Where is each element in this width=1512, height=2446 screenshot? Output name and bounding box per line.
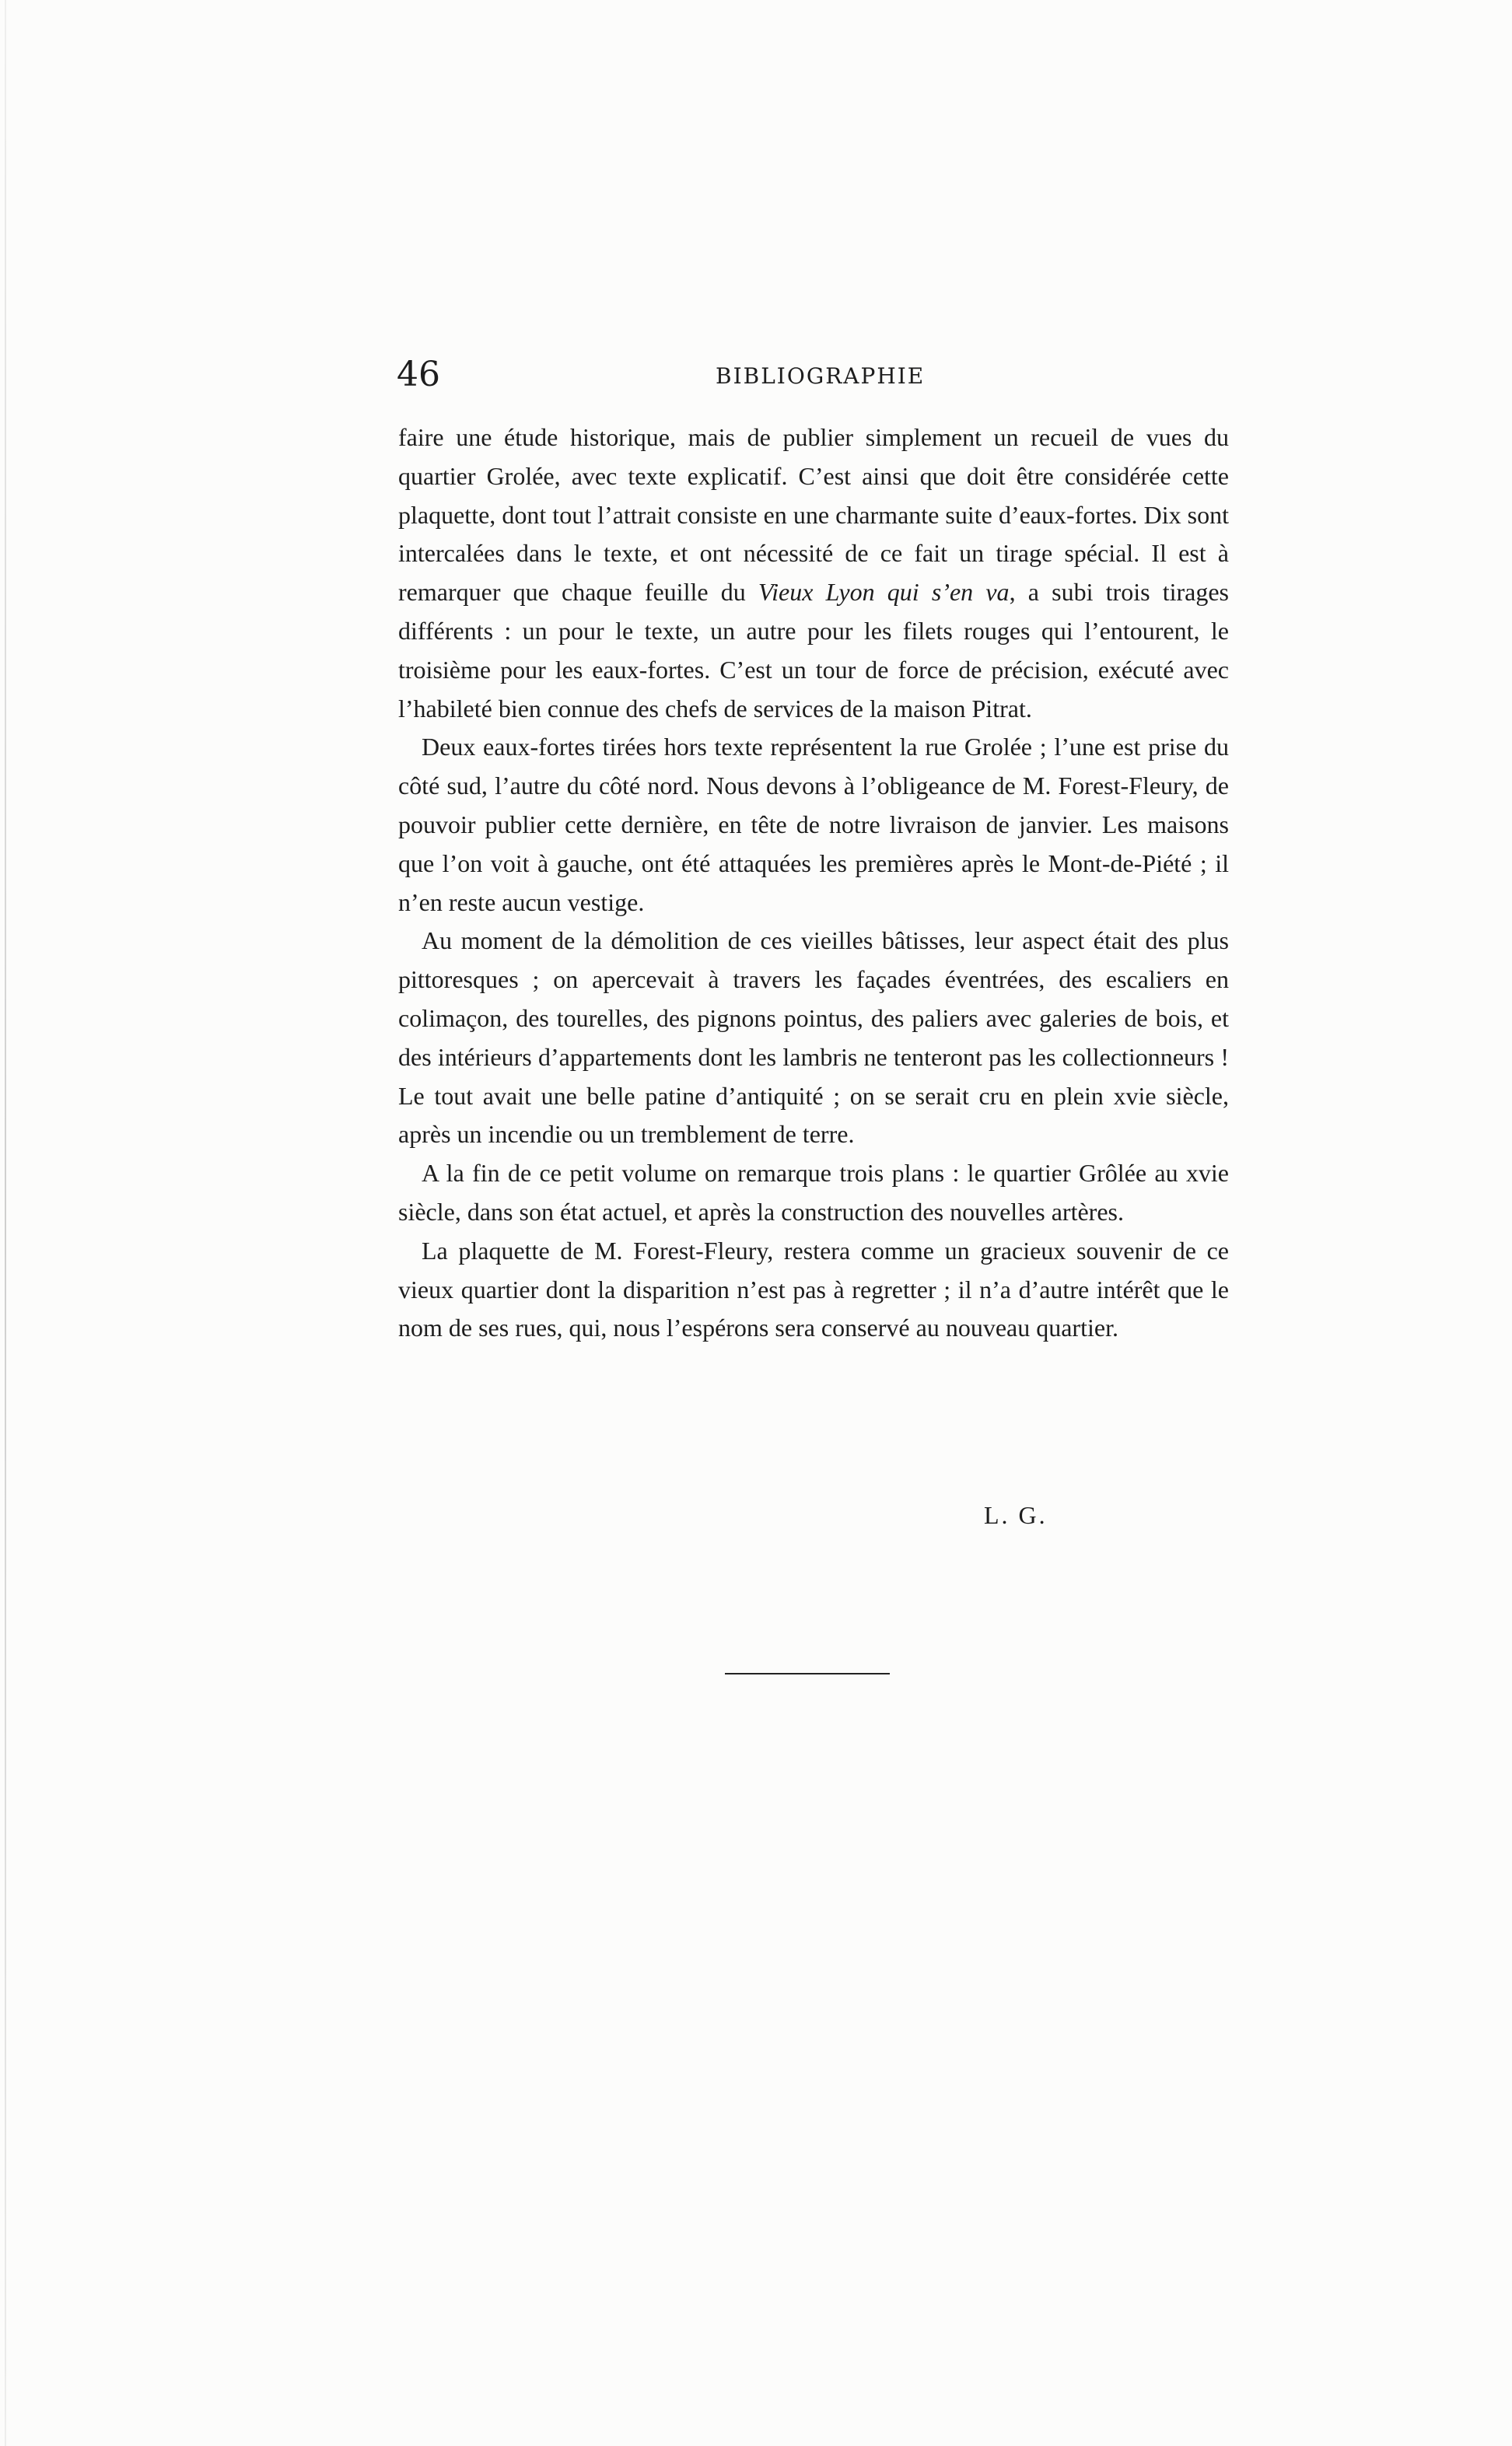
book-title-italic: Vieux Lyon qui s’en va	[758, 578, 1010, 607]
body-text	[398, 418, 1229, 1348]
page-header	[397, 352, 1230, 398]
scan-edge-shadow	[5, 0, 6, 2446]
paragraph-1	[398, 418, 1229, 728]
end-rule	[725, 1673, 890, 1674]
page-number: 46	[397, 355, 440, 394]
paragraph-5: La plaquette de M. Forest-Fleury, restera comme un gracieux souvenir de ce vieux quartier dont la disparition n’est pas à regretter ; il n’a d’autre intérêt que le nom de ses rues, qui, nous l’espérons sera conservé au nouveau quartier.	[398, 1236, 1229, 1342]
author-signature: L. G.	[984, 1501, 1048, 1529]
paragraph-1-end: , a subi trois tirages différents : un pour le texte, un autre pour les filets rouges qui l’entourent, le troisième pour les eaux-fortes. C’est un tour de force de précision, exécuté avec l’habileté bien connue des chefs de services de la maison Pitrat.	[398, 578, 1230, 723]
running-head: BIBLIOGRAPHIE	[716, 363, 926, 389]
paragraph-3: Au moment de la démolition de ces vieilles bâtisses, leur aspect était des plus pittoresques ; on apercevait à travers les façades éventrées, des escaliers en colimaçon, des tourelles, des pignons pointus, des paliers avec galeries de bois, et des intérieurs d’appartements dont les lambris ne tenteront pas les collectionneurs ! Le tout avait une belle patine d’antiquité ; on se serait cru en plein xvie siècle, après un incendie ou un tremblement de terre.	[398, 926, 1229, 1149]
paragraph-4: A la fin de ce petit volume on remarque trois plans : le quartier Grôlée au xvie siècle, dans son état actuel, et après la construction des nouvelles artères.	[398, 1159, 1229, 1226]
paragraph-2: Deux eaux-fortes tirées hors texte représentent la rue Grolée ; l’une est prise du côté sud, l’autre du côté nord. Nous devons à l’obligeance de M. Forest-Fleury, de pouvoir publier cette dernière, en tête de notre livraison de janvier. Les maisons que l’on voit à gauche, ont été attaquées les premières après le Mont-de-Piété ; il n’en reste aucun vestige.	[398, 733, 1229, 916]
paragraph-1-text: faire une étude historique, mais de publier simplement un recueil de vues du quartier Grolée, avec texte explicatif. C’est ainsi que doit être considérée cette plaquette, dont tout l’attrait consiste en une charmante suite d’eaux-fortes. Dix sont intercalées dans le texte, et ont nécessité de ce fait un tirage spécial. Il est à remarquer que chaque feuille du	[398, 423, 1229, 607]
